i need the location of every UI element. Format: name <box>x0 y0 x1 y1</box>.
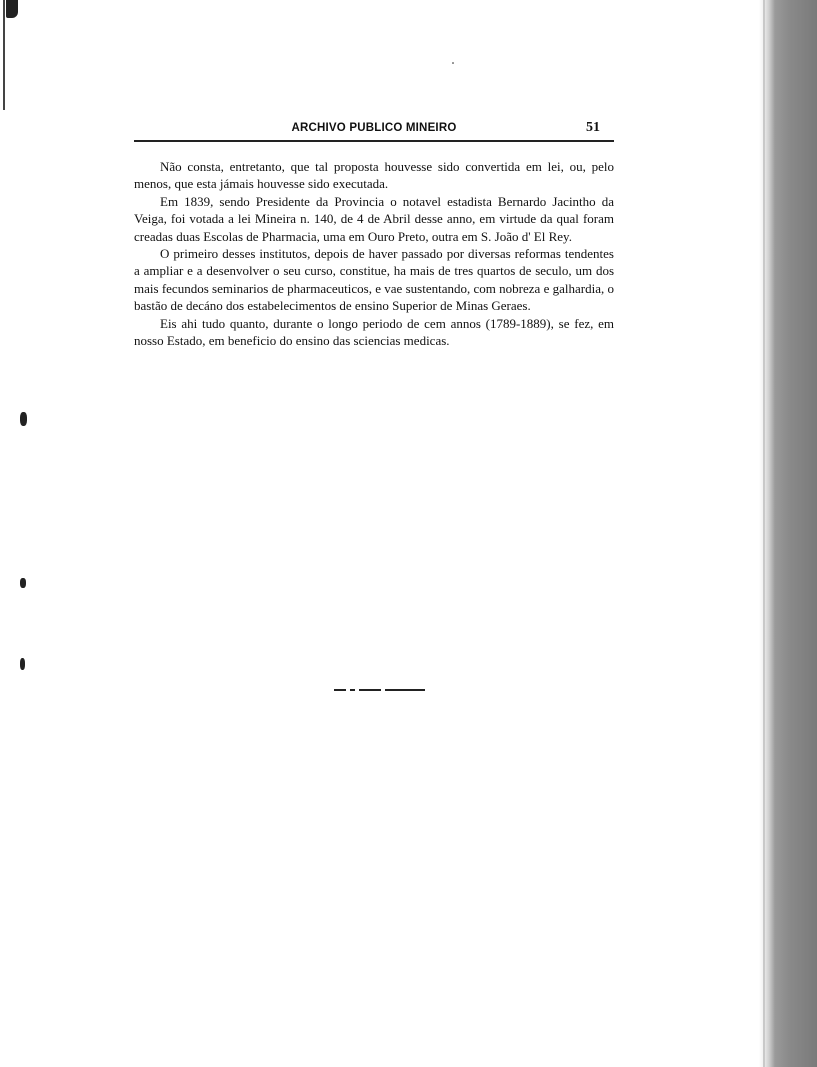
paragraph: Eis ahi tudo quanto, durante o longo periodo de cem annos (1789-1889), se fez, em nosso Estado, em beneficio do ensino das sciencias medicas. <box>134 315 614 349</box>
page-number: 51 <box>586 120 600 135</box>
left-margin-line <box>3 0 5 110</box>
end-rule-segment <box>350 689 355 691</box>
header-rule <box>134 140 614 142</box>
end-rule-segment <box>385 689 425 691</box>
end-rule-segment <box>334 689 346 691</box>
margin-speck <box>20 658 25 670</box>
end-rule-segment <box>359 689 381 691</box>
margin-speck <box>20 578 26 588</box>
running-header-title: ARCHIVO PUBLICO MINEIRO <box>291 122 457 134</box>
corner-scan-mark <box>6 0 18 18</box>
paragraph: Em 1839, sendo Presidente da Provincia o notavel estadista Bernardo Jacintho da Veiga, foi votada a lei Mineira n. 140, de 4 de Abril desse anno, em virtude da qual foram creadas duas Escolas de Pharmacia, uma em Ouro Preto, outra em S. João d' El Rey. <box>134 193 614 244</box>
margin-speck <box>20 412 27 426</box>
body-text <box>134 158 614 349</box>
paragraph: Não consta, entretanto, que tal proposta houvesse sido convertida em lei, ou, pelo menos, que esta jámais houvesse sido executada. <box>134 159 614 192</box>
page-speck <box>452 62 454 64</box>
page-edge-shadow <box>759 0 817 1067</box>
page-edge-line <box>763 0 765 1067</box>
paragraph: O primeiro desses institutos, depois de haver passado por diversas reformas tendentes a ampliar e a desenvolver o seu curso, constitue, ha mais de tres quartos de seculo, um dos mais fecundos seminarios de pharmaceuticos, e vae sustentando, com nobreza e galhardia, o bastão de decáno dos estabelecimentos de ensino Superior de Minas Geraes. <box>134 246 614 314</box>
running-header <box>134 120 614 140</box>
